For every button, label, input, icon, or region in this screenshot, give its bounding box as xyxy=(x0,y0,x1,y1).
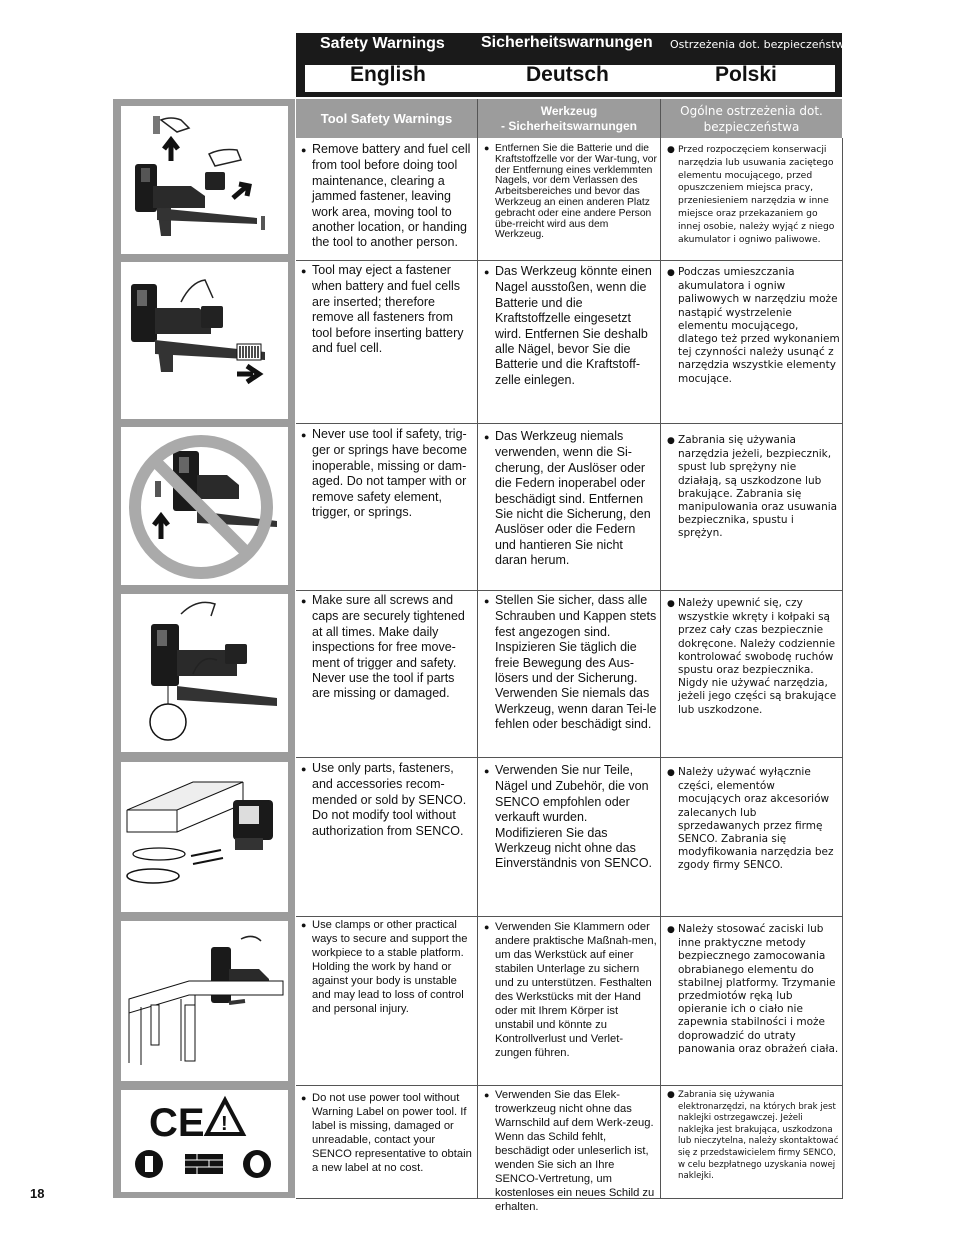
table-row-4-de xyxy=(482,593,658,733)
language-bar xyxy=(305,65,835,92)
prohibited-tamper-illustration xyxy=(121,427,288,585)
column-divider xyxy=(842,138,843,1198)
inspection-illustration xyxy=(121,594,288,752)
row-divider xyxy=(296,590,843,591)
row-2-pl-text: ● Podczas umieszczania akumulatora i ogniw paliwowych w narzędziu może nastąpić wystrzelenie elementu mocującego, dlatego też przed wykonaniem tej czynności należy usunąć z narzędzia wszystkie elementy mocujące. xyxy=(665,266,841,386)
row-1-en-text: ● Remove battery and fuel cell from tool before doing tool maintenance, clearing a jammed fastener, leaving work area, moving tool to another location, or handing the tool to another person. xyxy=(299,142,475,251)
row-2-de-text: ● Das Werkzeug könnte einen Nagel ausstoßen, wenn die Batterie und die Kraftstoffzelle eingesetzt wird. Entfernen Sie deshalb alle Nägel, bevor Sie die Batterie und die Kraftstoff-zelle einlegen. xyxy=(482,264,658,388)
row-divider xyxy=(296,757,843,758)
accessories-illustration xyxy=(121,762,288,912)
row-3-en-text: ● Never use tool if safety, trig-ger or springs have become inoperable, missing or dam-aged. Do not tamper with or remove safety element, trigger, or springs. xyxy=(299,427,475,520)
header-safety-pl: Ostrzeżenia dot. bezpieczeństwa xyxy=(670,38,852,51)
column-divider xyxy=(477,99,478,1198)
column-header-en xyxy=(296,99,477,138)
row-7-en-text: ● Do not use power tool without Warning Label on power tool. If label is missing, damaged or unreadable, contact your SENCO representative to obtain a new label at no cost. xyxy=(299,1091,475,1175)
column-header-de xyxy=(478,99,660,138)
table-row-6-de xyxy=(482,920,658,1060)
table-row-5-de xyxy=(482,763,658,872)
table-row-7-pl xyxy=(665,1090,841,1183)
table-row-6-pl xyxy=(665,923,841,1056)
lang-polski: Polski xyxy=(715,63,777,86)
table-row-5-pl xyxy=(665,766,841,873)
svg-text:CE: CE xyxy=(149,1101,205,1145)
table-row-7-en xyxy=(299,1091,475,1175)
table-row-3-de xyxy=(482,429,658,569)
header-safety-de: Sicherheitswarnungen xyxy=(481,34,653,51)
row-4-en-text: ● Make sure all screws and caps are securely tightened at all times. Make daily inspections for free move-ment of trigger and safety. Never use the tool if parts are missing or damaged. xyxy=(299,593,475,702)
warning-label-icons xyxy=(121,1090,288,1192)
column-header-pl xyxy=(661,99,842,138)
page-header xyxy=(296,33,852,97)
row-3-de-text: ● Das Werkzeug niemals verwenden, wenn die Si-cherung, der Auslöser oder die Federn inoperabel oder beschädigt sind. Entfernen Sie nicht die Sicherung, den Auslöser oder die Federn und hantieren Sie nicht daran herum. xyxy=(482,429,658,569)
row-1-pl-text: ● Przed rozpoczęciem konserwacji narzędzia lub usuwania zaciętego elementu mocującego, przed opuszczeniem miejsca pracy, przeniesieniem narzędzia w inne miejsce oraz przekazaniem go innej osobie, należy wyjąć z niego akumulator i ogniwo paliwowe. xyxy=(665,144,841,246)
table-row-4-en xyxy=(299,593,475,702)
row-5-de-text: ● Verwenden Sie nur Teile, Nägel und Zubehör, die von SENCO empfohlen oder verkauft wurden. Modifizieren Sie das Werkzeug nicht ohne das Einverständnis von SENCO. xyxy=(482,763,658,872)
table-row-6-en xyxy=(299,918,475,1016)
table-row-1-en xyxy=(299,142,475,251)
table-row-4-pl xyxy=(665,597,841,717)
row-4-pl-text: ● Należy upewnić się, czy wszystkie wkręty i kołpaki są przez cały czas bezpiecznie dokręcone. Należy codziennie kontrolować swobodę ruchów spustu oraz bezpiecznika. Nigdy nie używać narzędzia, jeżeli jego części są brakujące lub uszkodzone. xyxy=(665,597,841,717)
row-5-pl-text: ● Należy używać wyłącznie części, elementów mocujących oraz akcesoriów zalecanych lub sprzedawanych przez firmę SENCO. Zabrania się modyfikowania narzędzia bez zgody firmy SENCO. xyxy=(665,766,841,873)
column-header-pl-text: Ogólne ostrzeżenia dot. bezpieczeństwa xyxy=(680,103,823,134)
row-divider xyxy=(296,260,843,261)
row-6-pl-text: ● Należy stosować zaciski lub inne praktyczne metody bezpiecznego zamocowania obrabianego elementu do stabilnej platformy. Trzymanie przedmiotów ręką lub opieranie ich o ciało nie zapewnia stabilności i może doprowadzić do utraty panowania oraz obrażeń ciała. xyxy=(665,923,841,1056)
row-divider xyxy=(296,916,843,917)
lang-deutsch: Deutsch xyxy=(526,63,609,86)
battery-removal-illustration xyxy=(121,106,288,254)
table-row-1-pl xyxy=(665,144,841,246)
row-6-de-text: ● Verwenden Sie Klammern oder andere praktische Maßnah-men, um das Werkstück auf einer stabilen Unterlage zu sichern und zu unterstützen. Festhalten des Werkstücks mit der Hand oder mit Ihrem Körper ist unstabil und könnte zu Kontrollverlust und Verlet-zungen führen. xyxy=(482,920,658,1060)
lang-english: English xyxy=(350,63,426,86)
row-5-en-text: ● Use only parts, fasteners, and accessories recom-mended or sold by SENCO. Do not modify tool without authorization from SENCO. xyxy=(299,761,475,839)
table-row-2-pl xyxy=(665,266,841,386)
table-row-3-en xyxy=(299,427,475,520)
table-row-5-en xyxy=(299,761,475,839)
column-header-en-text: Tool Safety Warnings xyxy=(320,111,453,126)
table-row-2-en xyxy=(299,263,475,356)
battery-insert-illustration xyxy=(121,262,288,419)
table-row-1-de xyxy=(482,143,658,241)
table-row-2-de xyxy=(482,264,658,388)
row-divider xyxy=(296,423,843,424)
row-7-de-text: ● Verwenden Sie das Elek-trowerkzeug nicht ohne das Warnschild auf dem Werk-zeug. Wenn das Schild fehlt, beschädigt oder unleserlich ist, wenden Sie sich an Ihre SENCO-Vertretung, um kostenloses ein neues Schild zu erhalten. xyxy=(482,1088,658,1214)
row-7-pl-text: ● Zabrania się używania elektronarzędzi, na których brak jest naklejki ostrzegawczej. Jeżeli naklejka jest brakująca, uszkodzona lub nieczytelna, należy skontaktować się z przedstawicielem firmy SENCO, w celu bezpłatnego uzyskania nowej naklejki. xyxy=(665,1090,841,1183)
row-divider xyxy=(296,1085,843,1086)
column-header-de-line2: - Sicherheitswarnungen xyxy=(500,118,638,133)
svg-text:!: ! xyxy=(221,1113,228,1135)
table-row-3-pl xyxy=(665,434,841,541)
table-row-7-de xyxy=(482,1088,658,1214)
row-6-en-text: ● Use clamps or other practical ways to secure and support the workpiece to a stable platform. Holding the work by hand or against your body is unstable and may lead to loss of control and personal injury. xyxy=(299,918,475,1016)
row-2-en-text: ● Tool may eject a fastener when battery and fuel cells are inserted; therefore remove all fasteners from tool before inserting battery and fuel cell. xyxy=(299,263,475,356)
row-4-de-text: ● Stellen Sie sicher, dass alle Schrauben und Kappen stets fest angezogen sind. Inspizieren Sie täglich die freie Bewegung des Aus-lösers und der Sicherung. Verwenden Sie niemals das Werkzeug, wenn daran Tei-le fehlen oder beschädigt sind. xyxy=(482,593,658,733)
page-number: 18 xyxy=(30,1186,45,1201)
row-3-pl-text: ● Zabrania się używania narzędzia jeżeli, bezpiecznik, spust lub sprężyny nie działają, są uszkodzone lub brakujące. Zabrania się manipulowania oraz usuwania bezpiecznika, spustu i sprężyn. xyxy=(665,434,841,541)
clamp-workpiece-illustration xyxy=(121,921,288,1081)
header-safety-en: Safety Warnings xyxy=(320,35,445,52)
column-divider xyxy=(660,99,661,1198)
row-1-de-text: ● Entfernen Sie die Batterie und die Kraftstoffzelle vor der War-tung, vor der Entfernung eines verklemmten Nagels, vor dem Verlassen des Arbeitsbereiches und bevor das Werkzeug an einen anderen Platz gebracht oder eine andere Person übe-rreicht wird aus dem Werkzeug. xyxy=(482,143,658,241)
column-header-de-line1: Werkzeug xyxy=(540,103,598,118)
